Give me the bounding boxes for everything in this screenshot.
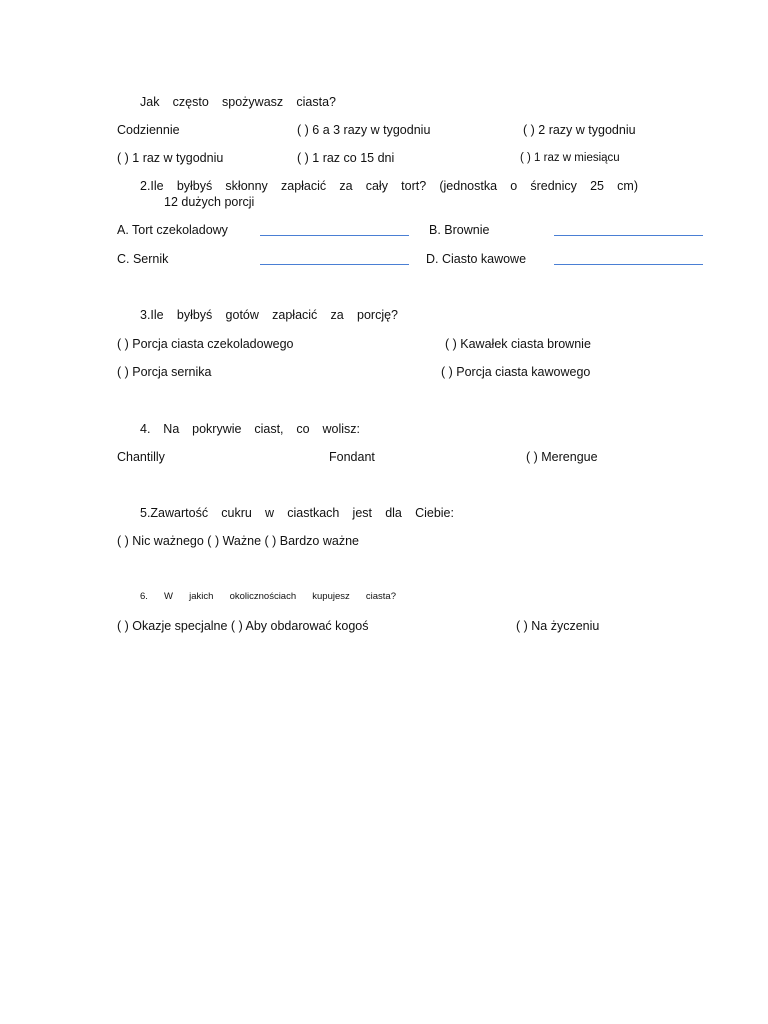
q1-option-monthly: ( ) 1 raz w miesiącu: [520, 152, 620, 164]
q6-option-on-request: ( ) Na życzeniu: [516, 619, 600, 633]
question-2: 2.Ile byłbyś skłonny zapłacić za cały tort? (jednostka o średnicy 25 cm): [140, 179, 638, 193]
q3-option-brownie-piece: ( ) Kawałek ciasta brownie: [445, 337, 591, 351]
q2-brownie-blank[interactable]: [554, 235, 703, 236]
q2-item-cheesecake: C. Sernik: [117, 252, 169, 266]
q1-option-every-15-days: ( ) 1 raz co 15 dni: [297, 151, 395, 165]
q2-item-chocolate-cake: A. Tort czekoladowy: [117, 223, 228, 237]
q6-options-left: ( ) Okazje specjalne ( ) Aby obdarować kogoś: [117, 619, 369, 633]
question-1: Jak często spożywasz ciasta?: [140, 95, 336, 109]
q1-option-1-weekly: ( ) 1 raz w tygodniu: [117, 151, 224, 165]
q3-option-chocolate-portion: ( ) Porcja ciasta czekoladowego: [117, 337, 294, 351]
q3-option-coffee-cake-portion: ( ) Porcja ciasta kawowego: [441, 365, 591, 379]
q4-option-chantilly: Chantilly: [117, 450, 165, 464]
question-3: 3.Ile byłbyś gotów zapłacić za porcję?: [140, 308, 398, 322]
q2-cheesecake-blank[interactable]: [260, 264, 409, 265]
q1-option-6-3-weekly: ( ) 6 a 3 razy w tygodniu: [297, 123, 431, 137]
q4-option-merengue: ( ) Merengue: [526, 450, 598, 464]
q4-option-fondant: Fondant: [329, 450, 375, 464]
question-4: 4. Na pokrywie ciast, co wolisz:: [140, 422, 360, 436]
question-6: 6. W jakich okolicznościach kupujesz ciasta?: [140, 591, 396, 602]
q2-item-brownie: B. Brownie: [429, 223, 490, 237]
q3-option-cheesecake-portion: ( ) Porcja sernika: [117, 365, 212, 379]
q2-item-coffee-cake: D. Ciasto kawowe: [426, 252, 527, 266]
q2-coffee-cake-blank[interactable]: [554, 264, 703, 265]
q2-chocolate-cake-blank[interactable]: [260, 235, 409, 236]
q1-option-2-weekly: ( ) 2 razy w tygodniu: [523, 123, 636, 137]
question-5: 5.Zawartość cukru w ciastkach jest dla Ciebie:: [140, 506, 454, 520]
question-2-line-2: 12 dużych porcji: [164, 195, 255, 209]
q5-options: ( ) Nic ważnego ( ) Ważne ( ) Bardzo ważne: [117, 534, 359, 548]
q1-option-daily: Codziennie: [117, 123, 180, 137]
